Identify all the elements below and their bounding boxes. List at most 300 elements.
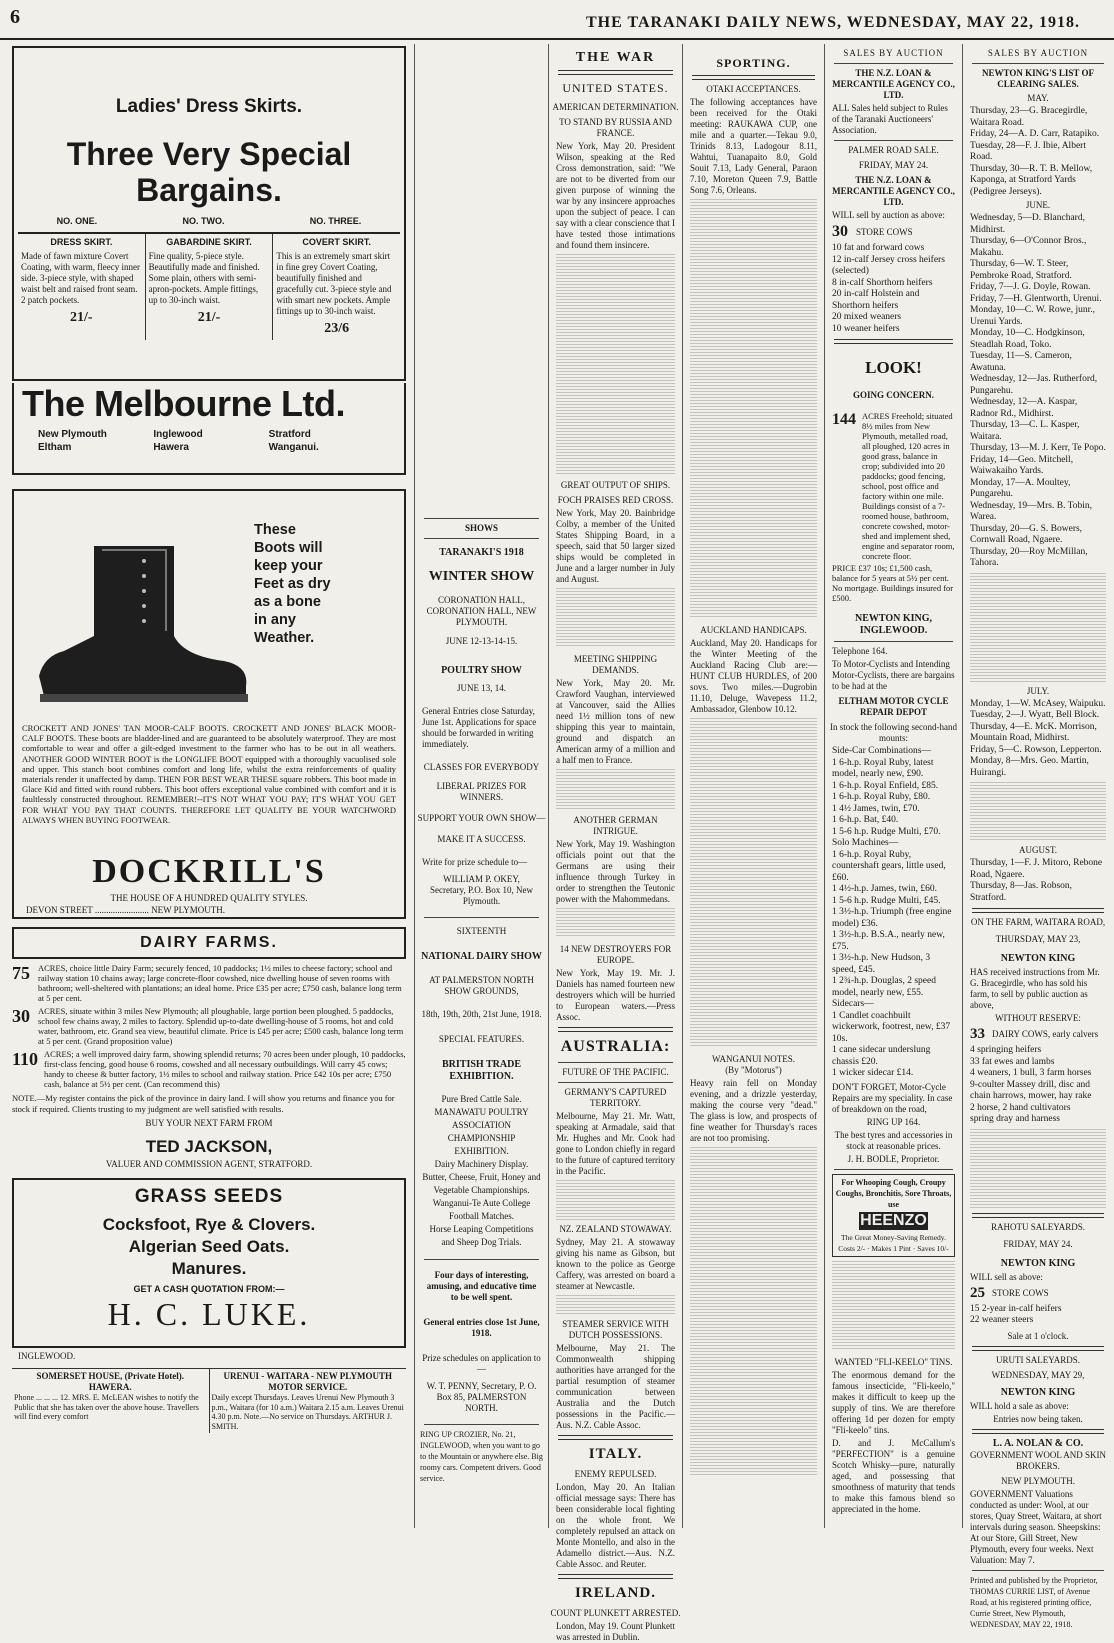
classes-line: CLASSES FOR EVERYBODY — [423, 762, 540, 772]
sale-item: Friday, 7—J. G. Doyle, Rowan. — [970, 282, 1091, 292]
town: Inglewood — [153, 429, 203, 440]
bike-item: 1 4½-h.p. James, twin, £60. — [832, 884, 938, 894]
feature-list — [422, 1093, 541, 1249]
lot-heading — [970, 1285, 1106, 1302]
sporting-sub: OTAKI ACCEPTANCES. — [706, 84, 801, 94]
general-entries: General entries close 1st June, 1918. — [423, 1317, 540, 1338]
poultry-show: POULTRY SHOW — [441, 665, 522, 676]
lot-item: 4 weaners, 1 bull, 3 farm horses — [970, 1068, 1092, 1078]
section-sub: FOCH PRAISES RED CROSS. — [557, 495, 674, 505]
town: Hawera — [153, 442, 189, 453]
lot-item: 4 springing heifers — [970, 1045, 1042, 1055]
dairy-show-dates: 18th, 19th, 20th, 21st June, 1918. — [421, 1009, 542, 1019]
feature-item: Butter, Cheese, Fruit, Honey and Vegetable Championships. — [422, 1172, 541, 1195]
winter-show-dates: JUNE 12-13-14-15. — [445, 636, 518, 646]
town: Wanganui. — [268, 442, 319, 453]
war-continuation-space — [416, 44, 547, 514]
bike-item: 1 5-6 h.p. Rudge Multi, £45. — [832, 895, 941, 906]
entry-acres: 110 — [12, 1049, 39, 1069]
somerset-title: SOMERSET HOUSE, (Private Hotel). HAWERA. — [36, 1371, 185, 1392]
sale-item: Monday, 1—W. McAsey, Waipuku. — [970, 698, 1106, 709]
lot-number: 25 — [970, 1284, 985, 1301]
bottom-small-ads — [12, 1368, 406, 1433]
four-days: Four days of interesting, amusing, and educative time to be well spent. — [426, 1270, 537, 1302]
prizes-line: LIBERAL PRIZES FOR WINNERS. — [436, 781, 527, 802]
section-text: New York, May 19. Washington officials point out that the Germans are using their influence through Turkey in order to strengthen the Teutonic power with the Mahommedans. — [556, 839, 675, 904]
nolan-sub: GOVERNMENT WOOL AND SKIN BROKERS. — [969, 1449, 1107, 1471]
entry-acres: 30 — [12, 1006, 30, 1026]
uruti-date: WEDNESDAY, MAY 29, — [991, 1369, 1085, 1380]
farm-price: PRICE £37 10s; £1,500 cash, balance for 5 years at 5½ per cent. No mortgage. Buildings insured for £500. — [832, 563, 954, 603]
heenzo-ad — [832, 1174, 955, 1257]
lot-item: 20 mixed weaners — [832, 312, 902, 322]
slogan-line: keep your — [254, 558, 323, 574]
text-block — [556, 254, 675, 474]
aus-title: NZ. ZEALAND STOWAWAY. — [559, 1224, 672, 1234]
motor-text: Daily except Thursdays. Leaves Urenui New Plymouth 3 p.m., Waitara (for 10 a.m.) Waitara 2.15 a.m. Leaves Urenui 4.30 p.m. Note.—No service on Thursdays. ARTHUR J. SMITH. — [211, 1393, 404, 1431]
section-title: GREAT OUTPUT OF SHIPS. — [560, 480, 671, 490]
number-three: NO. THREE. — [309, 216, 362, 226]
lot-item: 9-coulter Massey drill, disc and chain harrows, mower, hay rake — [970, 1079, 1092, 1101]
feature-item: Pure Bred Cattle Sale. — [441, 1094, 522, 1104]
store-towns — [38, 429, 384, 453]
nolan-text: GOVERNMENT Valuations conducted as under: Wool, at our stores, Quay Street, Waitara, at short intervals during season. Sheepskins: At our Store, Gill Street, New Plymouth, every four weeks. Next Valuation: May 7. — [970, 1488, 1102, 1565]
lot-number: 33 — [970, 1026, 985, 1042]
war-column — [550, 44, 681, 1642]
boot-illustration — [24, 536, 254, 716]
bargain-item — [18, 234, 146, 340]
nk-text: HAS received instructions from Mr. G. Bracegirdle, who has sold his farm, to sell by public auction as above, — [970, 967, 1100, 1010]
text-block — [556, 769, 675, 809]
text-block — [556, 588, 675, 648]
entries-notice: General Entries close Saturday, June 1st. Applications for space should be forwarded in writing immediately. — [422, 706, 537, 749]
bargain-numbers — [14, 216, 404, 226]
bike-item: Solo Machines— — [832, 838, 899, 848]
sporting-sub: AUCKLAND HANDICAPS. — [700, 625, 807, 635]
divider — [558, 1027, 673, 1032]
bodle: J. H. BODLE, Proprietor. — [847, 1153, 940, 1164]
feature-item: Wanganui-Te Aute College Football Matches. — [432, 1198, 531, 1221]
seeds-cta: GET A CASH QUOTATION FROM:— — [133, 1284, 285, 1294]
dairy-listings — [12, 963, 406, 1170]
entry-text: ACRES, situate within 3 miles New Plymouth; all ploughable, large portion been ploughed. 5 paddocks, school few chains away, 2 miles to factory. Splendid up-to-date dwelling-house of 5 rooms, hot and cold water, bathroom, etc. Grand sea view, beautiful climate. Price is £45 per acre; £500 cash, balance long term at 5 per cent. (Grand proposition value) — [38, 1006, 404, 1046]
sale-item: Thursday, 20—G. S. Bowers, Cornwall Road, Ngaere. — [970, 523, 1083, 545]
text-block — [832, 1261, 955, 1351]
bike-item: 1 3½-h.p. New Hudson, 3 speed, £45. — [832, 953, 931, 975]
newton-king-column — [964, 44, 1112, 1629]
divider — [834, 641, 953, 642]
aus-text: Sydney, May 21. A stowaway giving his name as Gibson, but known to the police as George Caffery, was arrested on board a steamer at Newcastle. — [556, 1237, 675, 1291]
section-text: New York, May 19. Mr. J. Daniels has named fourteen new destroyers which will be hurried to European waters.—Press Assoc. — [556, 968, 675, 1022]
sale-item: Monday, 10—C. Hodgkinson, Steadlah Road, Toko. — [970, 328, 1085, 350]
aus-title: GERMANY'S CAPTURED TERRITORY. — [564, 1087, 667, 1108]
divider — [558, 1062, 673, 1063]
farm-listing — [832, 411, 955, 561]
sale-item: Thursday, 13—M. J. Kerr, Te Popo. — [970, 443, 1106, 453]
ireland-heading: IRELAND. — [575, 1585, 656, 1601]
sporting-text: Auckland, May 20. Handicaps for the Winter Meeting of the Auckland Racing Club are:— HUNT CLUB HURDLES, of 200 sovs. Two miles.—Dugrobin 11.10, Deluge, Wavepess 11.2, Ambassador, Glenbow 10.12. — [690, 638, 817, 714]
support-line: SUPPORT YOUR OWN SHOW— — [417, 813, 546, 823]
divider — [834, 339, 953, 344]
slogan-line: Feet as dry — [254, 576, 331, 592]
sale-item: Tuesday, 2—J. Wyatt, Bell Block. — [970, 710, 1100, 720]
farm-acres: 144 — [832, 411, 856, 428]
dockrill-address: DEVON STREET ........................ NEW PLYMOUTH. — [26, 905, 226, 915]
bike-item: 1 cane sidecar underslung chassis £20. — [832, 1045, 931, 1067]
nz-loan-text: WILL sell by auction as above: — [832, 210, 945, 220]
divider — [424, 917, 539, 918]
item-name: GABARDINE SKIRT. — [166, 237, 252, 247]
australia-heading: AUSTRALIA: — [560, 1038, 671, 1055]
poultry-dates: JUNE 13, 14. — [457, 683, 506, 693]
divider — [972, 1429, 1104, 1434]
divider — [972, 1213, 1104, 1218]
agent-name: TED JACKSON, — [145, 1137, 273, 1156]
slogan-line: These — [254, 522, 296, 538]
lot-item: 8 in-calf Shorthorn heifers — [832, 277, 933, 288]
sale-item: Thursday, 20—Roy McMillan, Tahora. — [970, 546, 1088, 568]
lot-item: 10 weaner heifers — [832, 323, 900, 334]
column-rule — [414, 44, 415, 1528]
lot-title: DAIRY COWS, early calvers — [992, 1029, 1099, 1039]
lot-list — [970, 1045, 1106, 1126]
divider — [558, 70, 673, 75]
column-rule — [962, 44, 963, 1528]
section-title: 14 NEW DESTROYERS FOR EUROPE. — [559, 944, 672, 965]
melbourne-store-box — [12, 383, 406, 475]
imprint: Printed and published by the Proprietor, THOMAS CURRIE LIST, of Avenue Road, at his registered printing office, Currie Street, New Plymouth, WEDNESDAY, MAY 22, 1918. — [970, 1575, 1098, 1629]
text-block — [690, 718, 817, 1048]
prize-schedule: Prize schedules on application to— — [422, 1353, 541, 1374]
lot-item: 33 fat ewes and lambs — [970, 1056, 1055, 1067]
bike-item: 1 Candlet coachbuilt wickerwork, footrest, new, £37 10s. — [832, 1010, 951, 1044]
palmer-sale: PALMER ROAD SALE. — [848, 145, 939, 155]
seed-line: Cocksfoot, Rye & Clovers. — [102, 1215, 316, 1234]
bike-item: 1 3½-h.p. B.S.A., nearly new, £75. — [832, 930, 945, 952]
shows-label: SHOWS — [464, 523, 498, 533]
lot-list — [832, 243, 955, 335]
wanted-text: The enormous demand for the famous insecticide, "Fli-keelo," makes it difficult to keep up the supply of tins. We are therefore offering 1d per dozen for empty "Fli-keelo" tins. — [832, 1369, 955, 1435]
seed-line: Algerian Seed Oats. — [128, 1237, 290, 1256]
sale-item: Tuesday, 28—F. J. Ibie, Albert Road. — [970, 140, 1086, 162]
sale-item: Wednesday, 12—Jas. Rutherford, Pungarehu. — [970, 374, 1098, 396]
month-july: JULY. — [1026, 685, 1050, 696]
trade-exhibition: BRITISH TRADE EXHIBITION. — [441, 1059, 521, 1082]
sale-time: Sale at 1 o'clock. — [1007, 1330, 1069, 1341]
heenzo-sub: The Great Money-Saving Remedy. Costs 2/- · Makes 1 Pint · Saves 10/- — [838, 1232, 949, 1253]
sale-item: Friday, 7—H. Glentworth, Urenui. — [970, 293, 1102, 304]
lot-item: 22 weaner steers — [970, 1315, 1034, 1325]
rahotu-date: FRIDAY, MAY 24. — [1003, 1238, 1073, 1249]
divider — [972, 1570, 1104, 1571]
melbourne-advert — [12, 46, 406, 381]
dairy-show-title: NATIONAL DAIRY SHOW — [421, 951, 542, 962]
bike-item: 1 6-h.p. Royal Ruby, latest model, nearly new, £90. — [832, 757, 934, 779]
section-title: ANOTHER GERMAN INTRIGUE. — [573, 815, 658, 836]
sale-item: Tuesday, 11—S. Cameron, Awatuna. — [970, 351, 1072, 373]
aus-title: FUTURE OF THE PACIFIC. — [562, 1067, 669, 1077]
seeds-lines — [14, 1214, 404, 1280]
bargain-item — [273, 234, 400, 340]
dairy-show-location: AT PALMERSTON NORTH SHOW GROUNDS, — [429, 975, 534, 996]
sale-item: Friday, 24—A. D. Carr, Ratapiko. — [970, 129, 1100, 139]
bike-item: Sidecars— — [832, 999, 874, 1009]
stock-line: In stock the following second-hand mounts: — [830, 722, 957, 743]
uruti-text: WILL hold a sale as above: — [970, 1400, 1069, 1411]
text-block — [556, 1295, 675, 1315]
section-sub: AMERICAN DETERMINATION. — [552, 102, 679, 112]
newton-king: NEWTON KING — [1000, 1257, 1076, 1269]
without-reserve: WITHOUT RESERVE: — [995, 1013, 1081, 1023]
newton-king-inglewood: NEWTON KING, INGLEWOOD. — [854, 613, 933, 636]
feature-item: MANAWATU POULTRY ASSOCIATION CHAMPIONSHIP EXHIBITION. — [434, 1107, 529, 1156]
newton-king: NEWTON KING — [1000, 1386, 1076, 1398]
town: Stratford — [268, 429, 311, 440]
crozier-ad: RING UP CROZIER, No. 21, INGLEWOOD, when you want to go to the Mountain or anywhere else. Big roomy cars. Competent drivers. Good service. — [420, 1430, 543, 1483]
page-number: 6 — [10, 6, 20, 28]
perfection-text: D. and J. McCallum's "PERFECTION" is a genuine Scotch Whisky—pure, naturally aged, and possessing that smoothness of maturity that tends to make this famous blend so appreciated in the home. — [832, 1437, 955, 1514]
sale-item: Wednesday, 5—D. Blanchard, Midhirst. — [970, 213, 1085, 235]
bike-item: 1 6-h.p. Royal Ruby, countershaft gears, little used, £60. — [832, 849, 946, 883]
month-june: JUNE. — [1025, 200, 1051, 210]
grass-seeds-advert — [12, 1178, 406, 1348]
seeds-heading: GRASS SEEDS — [134, 1186, 284, 1207]
motorcycle-intro: To Motor-Cyclists and Intending Motor-Cyclists, there are bargains to be had at the — [832, 659, 955, 691]
divider — [424, 1259, 539, 1260]
bike-item: 1 6-h.p. Royal Enfield, £85. — [832, 780, 939, 791]
farm-sale: ON THE FARM, WAITARA ROAD, — [970, 917, 1106, 927]
july-list — [970, 699, 1106, 780]
store-name: The Melbourne Ltd. — [22, 383, 345, 424]
divider — [834, 1169, 953, 1170]
lot-heading — [832, 223, 955, 241]
somerset-house-ad — [12, 1369, 210, 1433]
item-name: COVERT SKIRT. — [302, 237, 371, 247]
sale-item: Thursday, 8—Jas. Robson, Stratford. — [970, 881, 1073, 903]
feature-item: Horse Leaping Competitions and Sheep Dog Trials. — [429, 1224, 534, 1247]
divider — [972, 1346, 1104, 1351]
sale-item: Monday, 17—A. Moultey, Pungarehu. — [970, 477, 1071, 499]
sale-item: Monday, 10—C. W. Rowe, junr., Urenui Yards. — [970, 305, 1095, 327]
lot-item: 10 fat and forward cows — [832, 243, 925, 253]
bargain-grid — [18, 232, 400, 340]
section-sub2: TO STAND BY RUSSIA AND FRANCE. — [559, 117, 672, 138]
divider — [558, 1574, 673, 1579]
dairy-heading: DAIRY FARMS. — [140, 934, 278, 951]
shows-column — [416, 44, 547, 1528]
text-block — [970, 1129, 1106, 1209]
italy-heading: ITALY. — [588, 1446, 643, 1462]
sale-item: Wednesday, 19—Mrs. B. Tobin, Warea. — [970, 500, 1093, 522]
advert-headline: Three Very Special Bargains. — [66, 136, 352, 208]
dairy-entry — [12, 1006, 406, 1046]
divider — [692, 75, 815, 80]
lot-item: 15 2-year in-calf heifers — [970, 1303, 1062, 1314]
lot-heading — [970, 1026, 1106, 1043]
august-list — [970, 858, 1106, 904]
item-price: 23/6 — [324, 321, 350, 336]
newton-king: NEWTON KING — [1000, 953, 1076, 964]
dairy-tag: BUY YOUR NEXT FARM FROM — [145, 1118, 273, 1128]
sporting-heading: SPORTING. — [716, 56, 791, 70]
italy-sub: ENEMY REPULSED. — [574, 1469, 657, 1479]
bike-item: 1 6-h.p. Royal Ruby, £80. — [832, 792, 931, 802]
slogan-line: Boots will — [254, 540, 323, 556]
boot-slogan — [254, 521, 331, 647]
left-ads-column — [8, 44, 410, 1528]
dairy-heading-box — [12, 927, 406, 959]
motorcycle-list — [832, 746, 955, 1080]
nz-loan-title: THE N.Z. LOAN & MERCANTILE AGENCY CO., LTD. — [832, 68, 955, 100]
seed-line: Manures. — [171, 1259, 247, 1278]
bike-item: 1 wicker sidecar £14. — [832, 1068, 914, 1078]
dont-forget: DON'T FORGET, Motor-Cycle Repairs are my speciality. In case of breakdown on the road, — [832, 1081, 953, 1114]
winter-show-heading: WINTER SHOW — [428, 569, 535, 584]
sixteenth: SIXTEENTH — [456, 926, 507, 936]
entry-acres: 75 — [12, 963, 30, 983]
sale-item: Thursday, 1—F. J. Mitoro, Rebone Road, Ngaere. — [970, 858, 1103, 880]
sporting-text: The following acceptances have been received for the Otaki meeting: RAUKAWA CUP, one mile and a quarter.—Tekau 9.0, Trinids 8.13, Ladogour 8.11, Wahtui, Tuanapaito 8.0, Gold Souit 7.13, Lady General, Paraon 7.10, Moreton Queen 7.9, Battle Song 7.6, Orleans. — [690, 97, 817, 195]
sale-item: Thursday, 30—R. T. B. Mellow, Kaponga, at Stratford Yards (Pedigree Jerseys). — [970, 163, 1093, 197]
dairy-entry — [12, 1049, 406, 1089]
dairy-note: NOTE.—My register contains the pick of the province in dairy land. I will show you returns and finance you for stock if required. Clients trusting to my judgment are well satisfied with results. — [12, 1093, 395, 1114]
june-list — [970, 213, 1106, 570]
divider — [834, 140, 953, 141]
sale-item: Friday, 14—Geo. Mitchell, Waiwakaiho Yards. — [970, 454, 1074, 476]
lot-item: 12 in-calf Jersey cross heifers (selected) — [832, 254, 945, 276]
heenzo-title: For Whooping Cough, Croupy Coughs, Bronchitis, Sore Throats, use — [835, 1177, 952, 1209]
lot-item: spring dray and harness — [970, 1114, 1060, 1124]
best-tyres: The best tyres and accessories in stock at reasonable prices. — [834, 1129, 953, 1151]
section-title: MEETING SHIPPING DEMANDS. — [573, 654, 658, 675]
sale-item: Thursday, 13—C. L. Kasper, Waitara. — [970, 420, 1080, 442]
text-block — [690, 199, 817, 619]
item-desc: Fine quality, 5-piece style. Beautifully made and finished. Some plain, others with semi-apron-pockets. Ample fittings, up to 30-inch waist. — [148, 251, 260, 305]
aus-text: Melbourne, May 21. Mr. Watt, speaking at Armadale, said that Mr. Hughes and Mr. Cook had gone to London chiefly in regard to the future of captured territory in the Pacific. — [556, 1111, 675, 1176]
text-block — [556, 1180, 675, 1220]
section-text: New York, May 20. President Wilson, speaking at the Red Cross demonstration, said: "We are not to be diverted from our given purpose of winning the war by any insincere approaches upon the subject of peace. I can say with a clear conscience that I have tested those intimations and found them insincere. — [556, 141, 675, 250]
entry-text: ACRES, choice little Dairy Farm; securely fenced, 10 paddocks; 1½ miles to cheese factory; school and railway station 10 chains away; large concrete-floor cowshed, nice dwelling house of seven rooms with bathroom; well-sheltered with plantations; an ideal home. Price £35 per acre; £750 cash, balance long term at 5 per cent. — [38, 963, 402, 1003]
secretary: WILLIAM P. OKEY, Secretary, P.O. Box 10, New Plymouth. — [430, 874, 533, 906]
divider — [424, 1424, 539, 1425]
write-line: Write for prize schedule to— — [422, 857, 528, 867]
item-desc: This is an extremely smart skirt in fine grey Covert Coating, beautifully finished and gracefully cut. 3-piece style and with smart new pockets. Ample fittings up to 30-inch waist. — [276, 251, 392, 316]
lot-item: 20 in-calf Holstein and Shorthorn heifers — [832, 289, 920, 311]
bike-item: 1 6-h.p. Bat, £40. — [832, 815, 899, 825]
bike-item: 1 3½-h.p. Triumph (free engine model) £36. — [832, 907, 952, 929]
town: New Plymouth — [38, 429, 107, 440]
dockrill-name: DOCKRILL'S — [92, 853, 326, 890]
italy-text: London, May 20. An Italian official message says: There has been considerable local fighting on the whole front. We completely repulsed an attack on Monte Montello, and also in the Adamello district.—Aus. N.Z. Cable Assoc. and Reuter. — [556, 1482, 675, 1569]
item-desc: Made of fawn mixture Covert Coating, with warm, fleecy inner side. 3-piece style, with shaped waist belt and raised front seam. 2 patch pockets. — [21, 251, 140, 305]
divider — [424, 518, 539, 519]
section-text: New York, May 20. Bainbridge Colby, a member of the United States Shipping Board, in a speech, said that 50 larger sized ships would be completed in June and a larger number in July and August. — [556, 508, 675, 584]
rahotu-text: WILL sell as above: — [970, 1271, 1043, 1282]
sporting-column — [684, 44, 823, 1528]
column-head: SALES BY AUCTION — [987, 48, 1089, 58]
farm-text: ACRES Freehold; situated 8½ miles from New Plymouth, metalled road, all ploughed, 120 acres in good grass, balance in crop; subdivided into 20 paddocks; good fencing, school, post office and factory within one mile. Buildings consist of a 7-roomed house, bathroom, concrete cowshed, motor-shed and implement shed, engine and separator room, concrete floor. — [862, 411, 955, 561]
month-august: AUGUST. — [1018, 845, 1058, 855]
farm-date: THURSDAY, MAY 23, — [995, 934, 1081, 944]
section-text: New York, May 20. Mr. Crawford Vaughan, interviewed at Vancouver, said the Allies need 1½ million tons of new shipping this year to maintain, ground and dispatch an American army of a million and a half men to France. — [556, 678, 675, 765]
month-may: MAY. — [1027, 93, 1049, 103]
entry-text: ACRES; a well improved dairy farm, showing splendid returns; 70 acres been under plough, 10 paddocks, first-class fencing, good house 6 rooms, cowshed and all necessary outbuildings. Will carry 45 cows; handy to cheese & butter factory, 1½ miles to school and railway station. Price £42 10s per acre; £750 cash, balance at 5½ per cent. (Can recommend this) — [44, 1049, 406, 1089]
advert-heading: Ladies' Dress Skirts. — [115, 96, 303, 117]
bargain-item — [146, 234, 274, 340]
heenzo-logo: HEENZO — [860, 1211, 927, 1229]
bike-item: 1 5-6 h.p. Rudge Multi, £70. — [832, 826, 941, 837]
sale-item: Thursday, 23—G. Bracegirdle, Waitara Road. — [970, 106, 1088, 128]
seeds-name: H. C. LUKE. — [107, 1296, 311, 1332]
bike-item: Side-Car Combinations— — [832, 746, 931, 756]
divider — [834, 63, 953, 64]
bike-item: 1 2¾-h.p. Douglas, 2 speed model, nearly new, £55. — [832, 976, 936, 998]
motor-title: URENUI - WAITARA - NEW PLYMOUTH MOTOR SERVICE. — [223, 1371, 392, 1392]
winter-show-title: TARANAKI'S 1918 — [439, 547, 524, 558]
palmer-date: FRIDAY, MAY 24. — [858, 160, 929, 170]
rahotu: RAHOTU SALEYARDS. — [990, 1221, 1085, 1232]
nk-list-title: NEWTON KING'S LIST OF CLEARING SALES. — [982, 68, 1094, 89]
nz-loan-title: THE N.Z. LOAN & MERCANTILE AGENCY CO., LTD. — [832, 175, 955, 207]
sale-item: Thursday, 4—E. McK. Morrison, Mountain Road, Midhirst. — [970, 721, 1097, 743]
special-features: SPECIAL FEATURES. — [438, 1034, 525, 1044]
winter-show-venue: CORONATION HALL, CORONATION HALL, NEW PLYMOUTH. — [426, 595, 537, 627]
wanted-heading: WANTED "FLI-KEELO" TINS. — [834, 1356, 953, 1367]
nolan-title: L. A. NOLAN & CO. — [992, 1437, 1084, 1449]
nolan-town: NEW PLYMOUTH. — [1001, 1475, 1075, 1486]
masthead — [0, 0, 1114, 40]
success-line: MAKE IT A SUCCESS. — [437, 834, 526, 844]
lot-list — [970, 1304, 1106, 1327]
text-block — [970, 782, 1106, 842]
item-name: DRESS SKIRT. — [50, 237, 113, 247]
text-block — [970, 573, 1106, 683]
number-two: NO. TWO. — [182, 216, 225, 226]
lot-title: STORE COWS — [856, 226, 913, 237]
newspaper-title: THE TARANAKI DAILY NEWS, WEDNESDAY, MAY 22, 1918. — [586, 14, 1080, 31]
column-rule — [824, 44, 825, 1528]
sporting-sub: WANGANUI NOTES. — [712, 1054, 795, 1064]
sale-item: Thursday, 6—O'Connor Bros., Makahu. — [970, 236, 1087, 258]
divider — [972, 908, 1104, 913]
war-heading: THE WAR — [575, 50, 656, 65]
lot-item: 2 horse, 2 hand cultivators — [970, 1102, 1071, 1113]
ring-up: RING UP 164. — [866, 1116, 921, 1127]
seeds-town: INGLEWOOD. — [18, 1351, 76, 1361]
may-list — [970, 106, 1106, 198]
penny-secretary: W. T. PENNY, Secretary, P. O. Box 85, PALMERSTON NORTH. — [426, 1381, 537, 1413]
ireland-text: London, May 19. Count Plunkett was arrested in Dublin. — [556, 1621, 675, 1642]
town: Eltham — [38, 442, 72, 453]
divider — [972, 63, 1104, 64]
nz-loan-text: ALL Sales held subject to Rules of the Taranaki Auctioneers' Association. — [832, 103, 948, 135]
agent-sub: VALUER AND COMMISSION AGENT, STRATFORD. — [105, 1159, 313, 1169]
slogan-line: in any — [254, 612, 296, 628]
telephone: Telephone 164. — [832, 646, 888, 656]
eltham-depot: ELTHAM MOTOR CYCLE REPAIR DEPOT — [838, 696, 949, 717]
dockrill-sub: THE HOUSE OF A HUNDRED QUALITY STYLES. — [110, 893, 308, 903]
aus-title: STEAMER SERVICE WITH DUTCH POSSESSIONS. — [562, 1319, 669, 1340]
slogan-line: as a bone — [254, 594, 321, 610]
sale-item: Friday, 5—C. Rowson, Lepperton. — [970, 744, 1102, 755]
text-block — [556, 908, 675, 938]
divider — [424, 538, 539, 539]
text-block — [690, 1147, 817, 1477]
sporting-byline: (By "Motorus") — [725, 1065, 782, 1075]
sale-item: Wednesday, 12—A. Kaspar, Radnor Rd., Midhirst. — [970, 397, 1078, 419]
sale-item: Monday, 8—Mrs. Geo. Martin, Huirangi. — [970, 756, 1089, 778]
somerset-text: Phone ... ... ... 12. MRS. E. McLEAN wishes to notify the Public that she has taken over the above house. Travellers will find every comfort — [14, 1393, 199, 1421]
